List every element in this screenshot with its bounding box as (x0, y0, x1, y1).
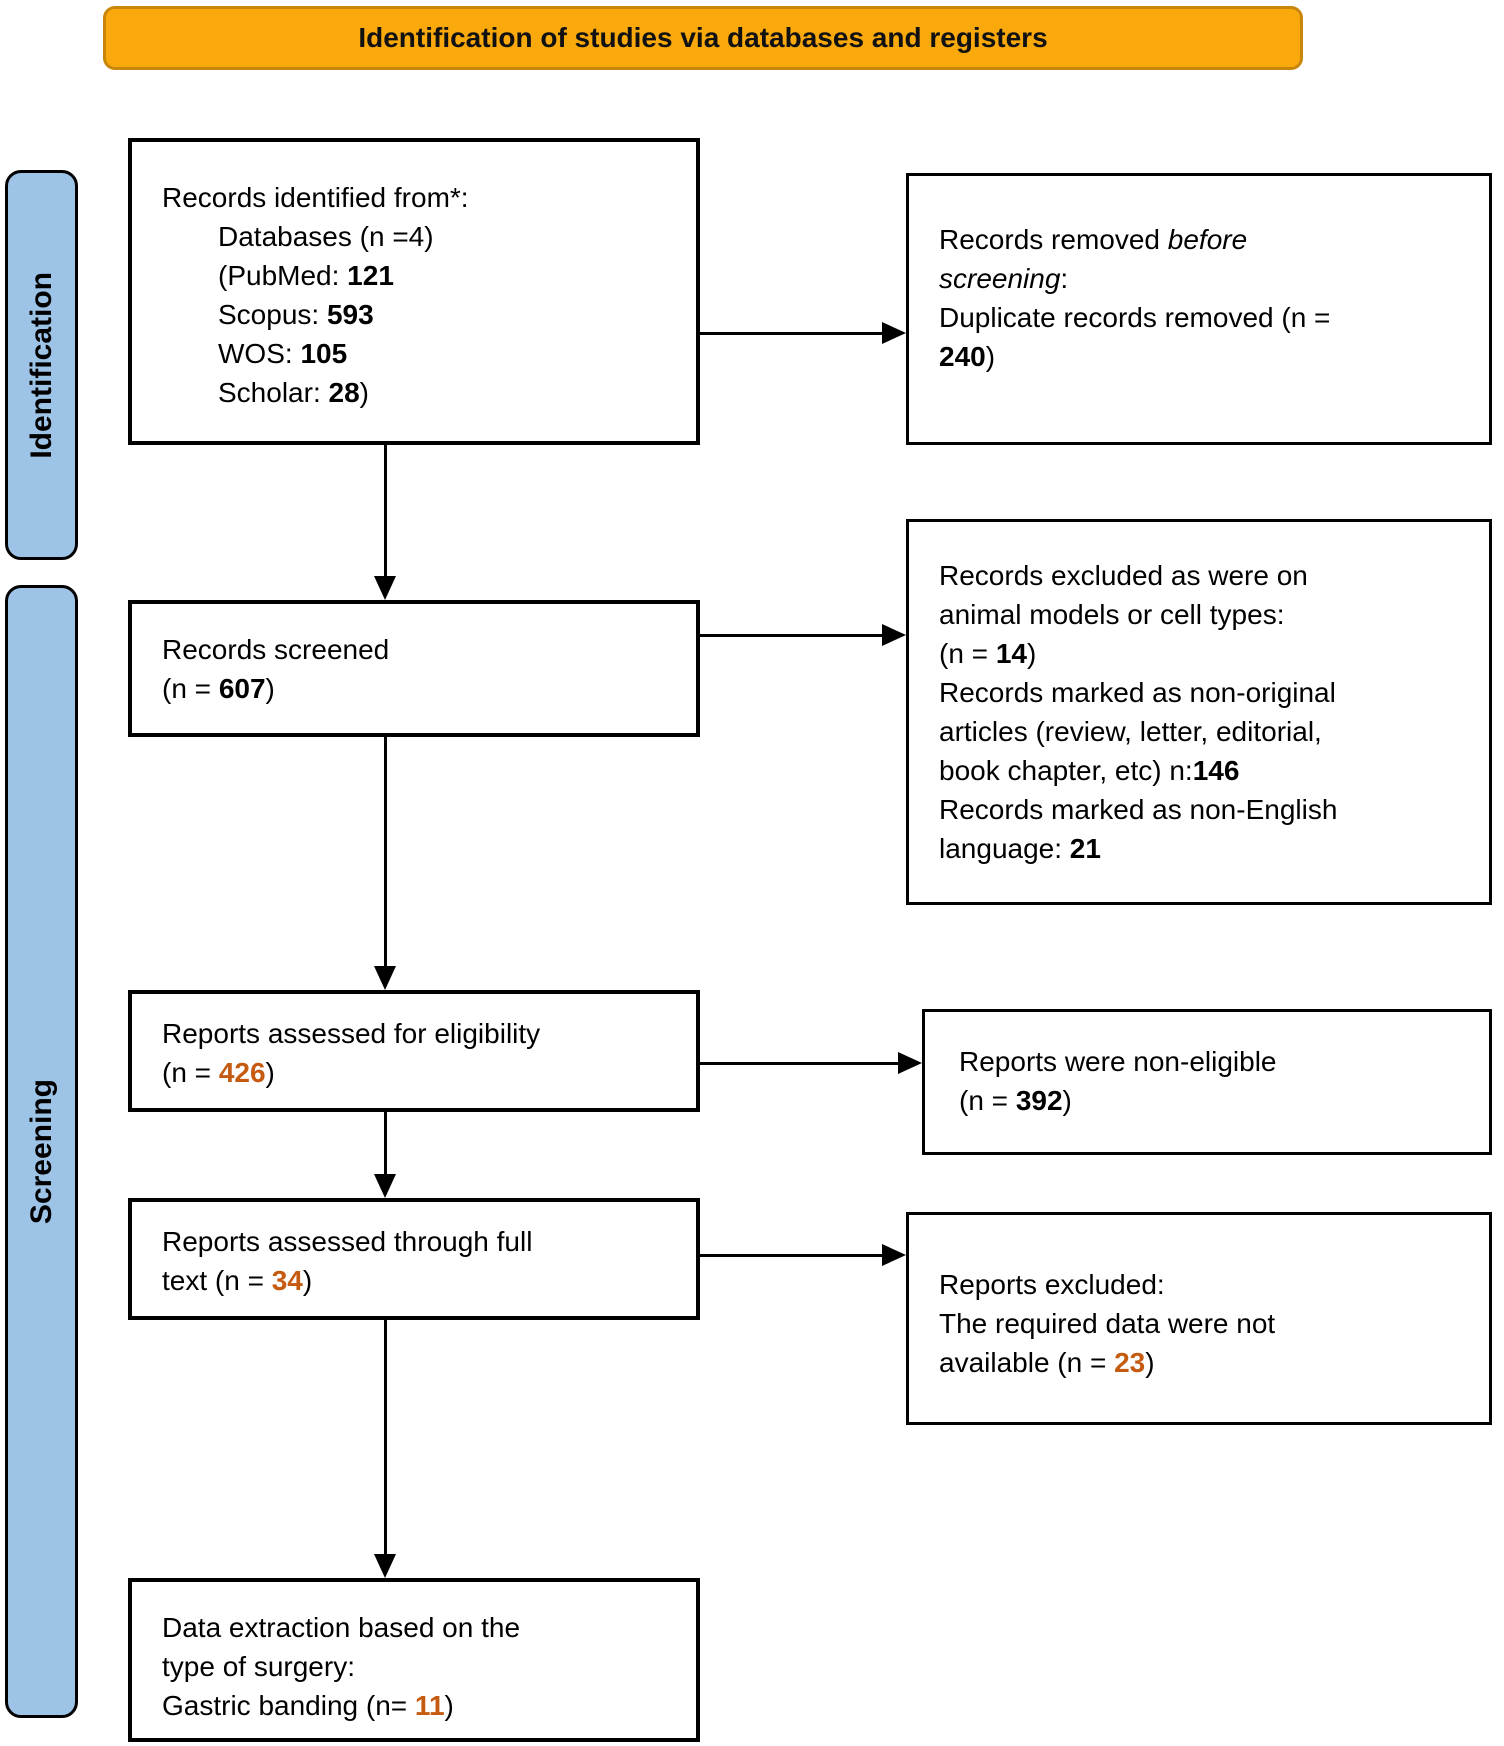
text-line: (n = 607) (162, 673, 275, 704)
count-value: 593 (326, 299, 374, 330)
text-line: articles (review, letter, editorial, (939, 716, 1322, 747)
title-banner-label: Identification of studies via databases and registers (358, 22, 1048, 53)
count-value: 23 (1114, 1347, 1146, 1378)
box-data-extraction (128, 1578, 700, 1742)
text-line: 240) (939, 341, 996, 372)
arrow-shaft (700, 634, 884, 637)
text-line: Duplicate records removed (n = (939, 302, 1331, 333)
arrow-eligibility-to-fulltext (374, 1112, 396, 1198)
arrow-shaft (700, 1254, 884, 1257)
text-line: Scopus: 593 (218, 299, 374, 330)
arrow-head (374, 1554, 396, 1578)
box-records-screened (128, 600, 700, 737)
box-records-removed (906, 173, 1492, 445)
text-line: Records marked as non-original (939, 677, 1336, 708)
text-line: text (n = 34) (162, 1265, 313, 1296)
title-banner (103, 6, 1303, 70)
arrow-fulltext-to-excluded (700, 1244, 906, 1266)
count-value: 14 (995, 638, 1027, 669)
stage-tab-screening-label: Screening (24, 1078, 58, 1225)
arrow-head (374, 576, 396, 600)
text-line: Records excluded as were on (939, 560, 1308, 591)
text-line: Records removed before (939, 224, 1248, 255)
arrow-identified-to-screened (374, 445, 396, 600)
text-line: (n = 426) (162, 1057, 275, 1088)
text-line: book chapter, etc) n:146 (939, 755, 1240, 786)
text-line: Databases (n =4) (218, 221, 434, 252)
arrow-shaft (384, 1112, 387, 1176)
text-line: Records identified from*: (162, 182, 469, 213)
text-line: Reports were non-eligible (959, 1046, 1277, 1077)
text-line: language: 21 (939, 833, 1101, 864)
box-reports-assessed-eligibility (128, 990, 700, 1112)
arrow-screened-to-excluded (700, 624, 906, 646)
text-line: Records marked as non-English (939, 794, 1338, 825)
count-value: 121 (347, 260, 394, 291)
box-reports-fulltext (128, 1198, 700, 1320)
arrow-head (882, 322, 906, 344)
text-line: (n = 392) (959, 1085, 1072, 1116)
text-line: (n = 14) (939, 638, 1037, 669)
arrow-head (898, 1052, 922, 1074)
text-line: Reports assessed for eligibility (162, 1018, 541, 1049)
box-reports-excluded (906, 1212, 1492, 1425)
text-line: Records screened (162, 634, 390, 665)
arrow-shaft (384, 737, 387, 968)
count-value: 240 (939, 341, 986, 372)
text-line: Reports excluded: (939, 1269, 1165, 1300)
count-value: 28 (328, 377, 360, 408)
text-line: The required data were not (939, 1308, 1276, 1339)
arrow-shaft (384, 445, 387, 578)
text-line: Data extraction based on the (162, 1612, 521, 1643)
arrow-head (882, 1244, 906, 1266)
arrow-screened-to-eligibility (374, 737, 396, 990)
arrow-shaft (700, 1062, 900, 1065)
count-value: 11 (414, 1690, 445, 1721)
text-line: animal models or cell types: (939, 599, 1285, 630)
count-value: 34 (271, 1265, 303, 1296)
arrow-head (374, 966, 396, 990)
count-value: 607 (218, 673, 266, 704)
stage-tab-screening (5, 585, 78, 1718)
text-line: Gastric banding (n= 11) (162, 1690, 454, 1721)
arrow-eligibility-to-noneligible (700, 1052, 922, 1074)
arrow-head (374, 1174, 396, 1198)
box-reports-noneligible (922, 1009, 1492, 1155)
text-line: available (n = 23) (939, 1347, 1155, 1378)
stage-tab-identification-label: Identification (24, 271, 58, 459)
count-value: 392 (1015, 1085, 1063, 1116)
count-value: 21 (1069, 833, 1101, 864)
box-records-identified (128, 138, 700, 445)
text-line: type of surgery: (162, 1651, 355, 1682)
text-line: WOS: 105 (218, 338, 348, 369)
count-value: 105 (300, 338, 348, 369)
count-value: 426 (218, 1057, 266, 1088)
arrow-fulltext-to-extraction (374, 1320, 396, 1578)
count-value: 146 (1192, 755, 1240, 786)
text-line: Scholar: 28) (218, 377, 369, 408)
stage-tab-identification (5, 170, 78, 560)
arrow-identified-to-removed (700, 322, 906, 344)
text-line: Reports assessed through full (162, 1226, 533, 1257)
text-line: screening: (939, 263, 1069, 294)
text-line: (PubMed: 121 (218, 260, 394, 291)
arrow-shaft (384, 1320, 387, 1556)
box-records-excluded (906, 519, 1492, 905)
arrow-shaft (700, 332, 884, 335)
arrow-head (882, 624, 906, 646)
